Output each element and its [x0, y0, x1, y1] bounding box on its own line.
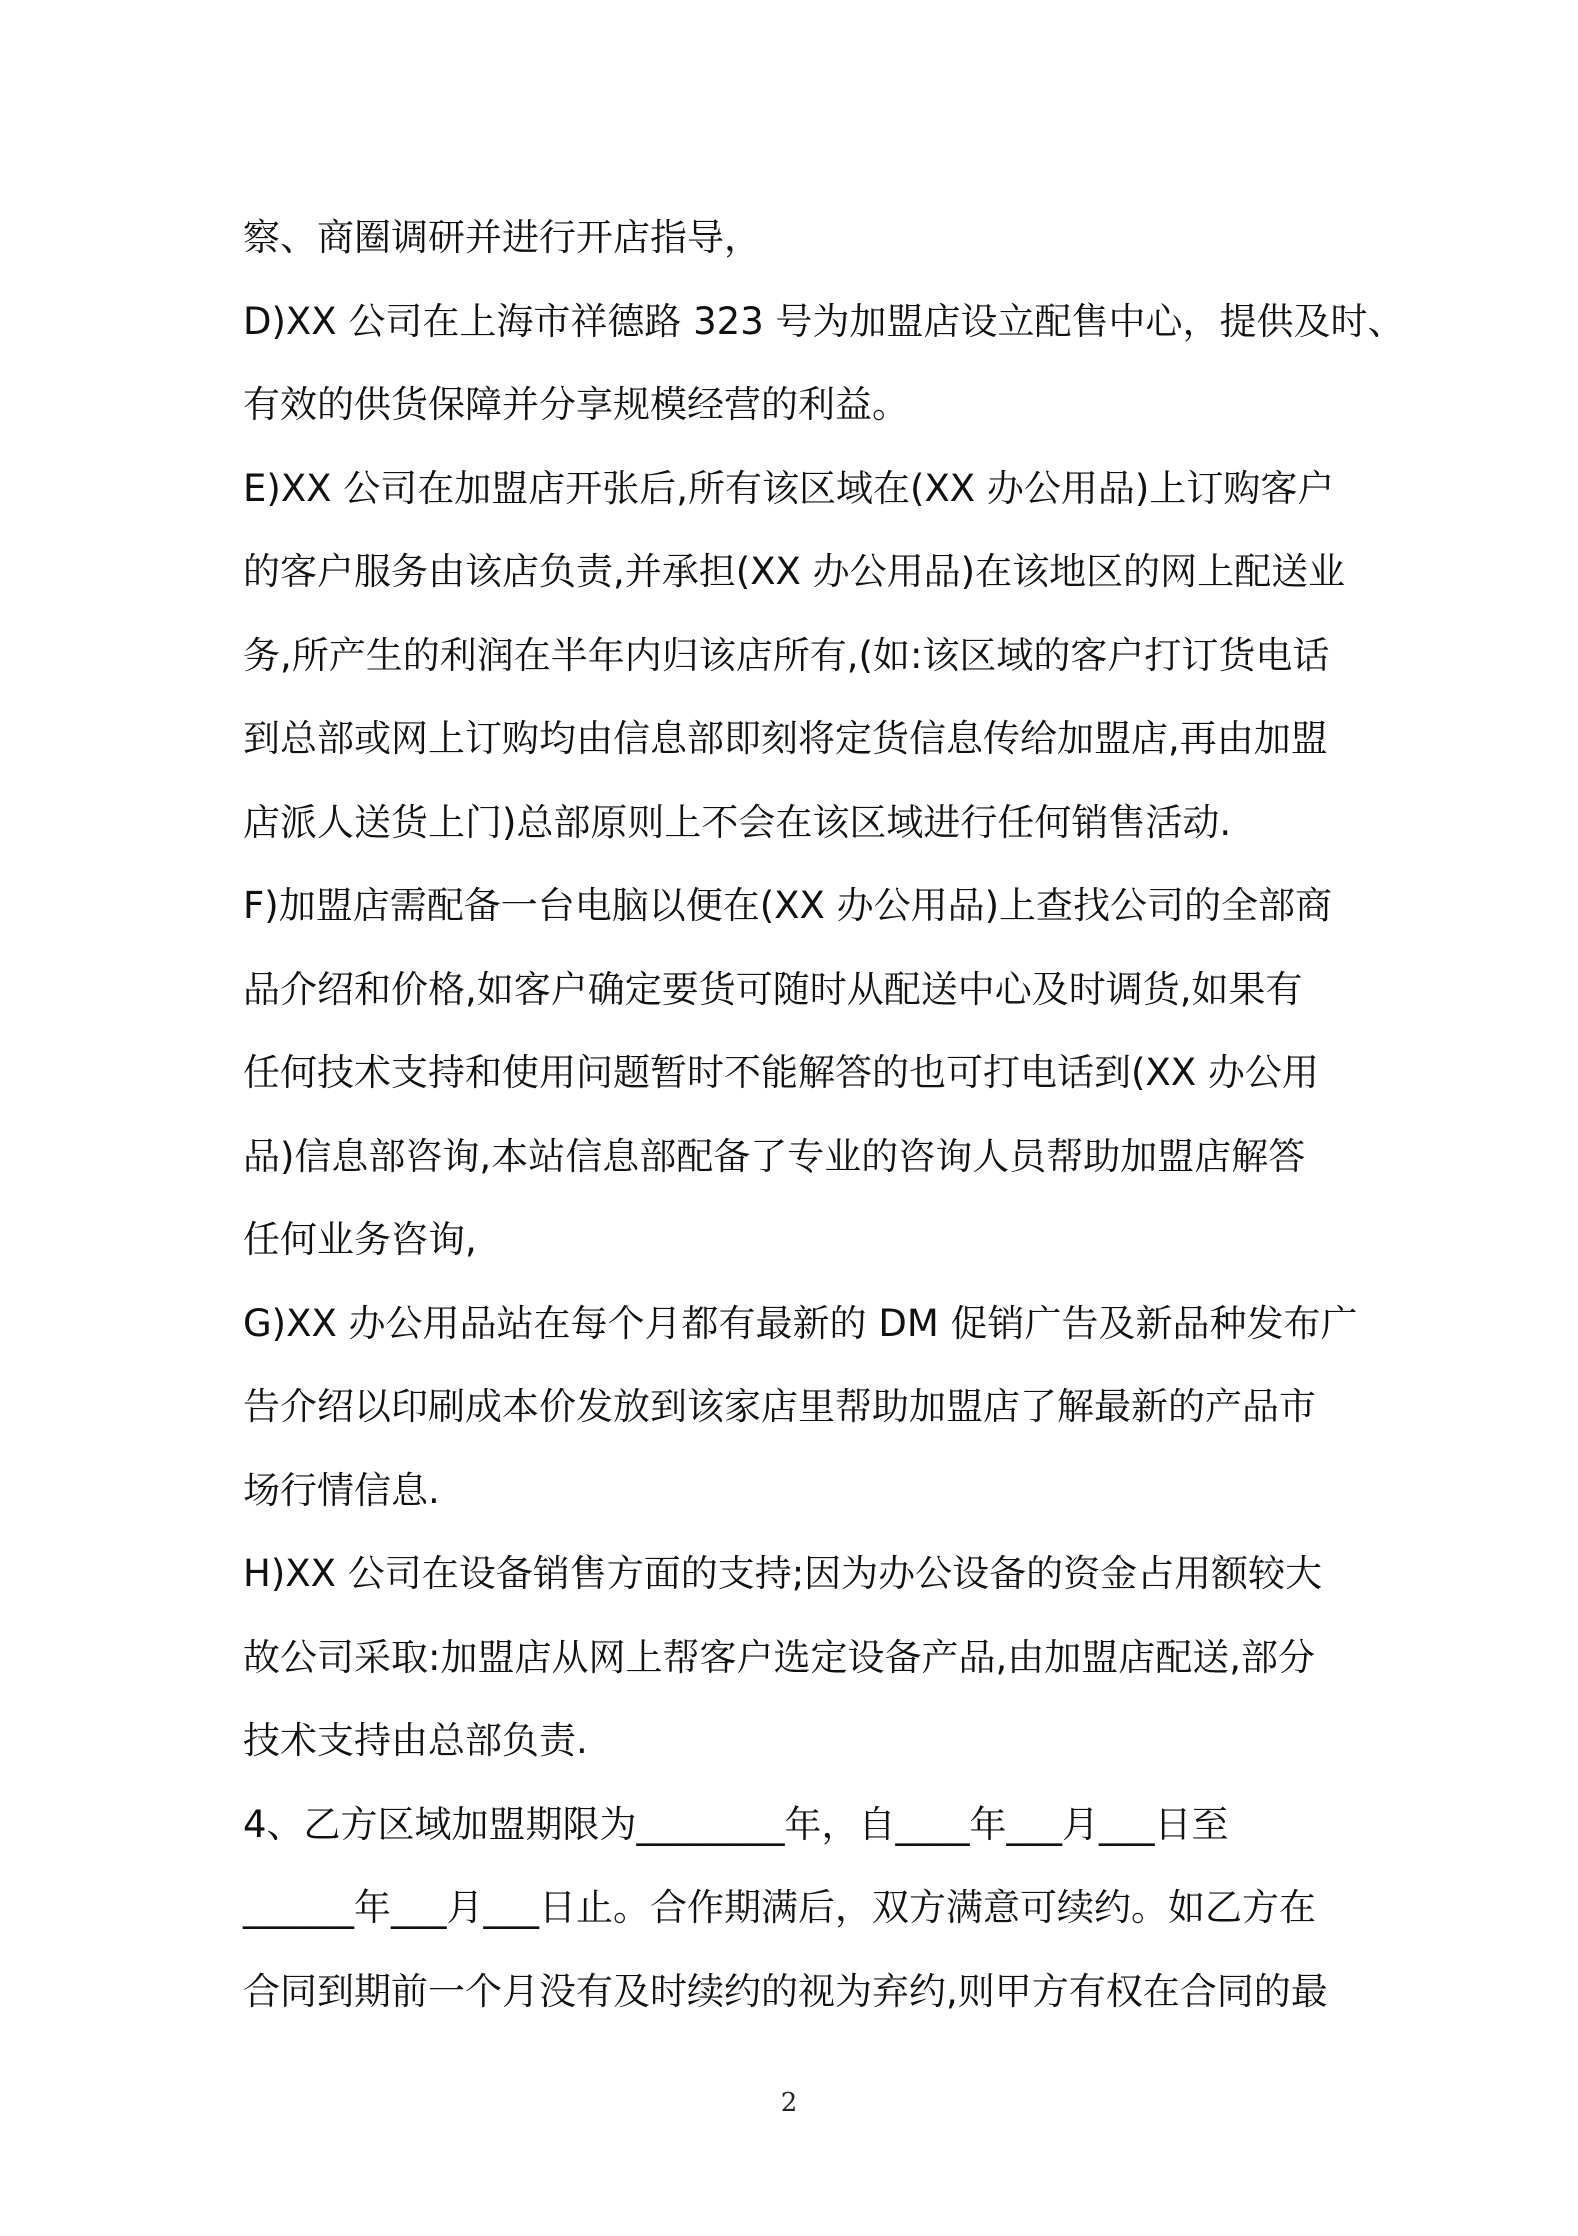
text-line: 故公司采取:加盟店从网上帮客户选定设备产品,由加盟店配送,部分: [243, 1635, 1315, 1679]
text-line: 到总部或网上订购均由信息部即刻将定货信息传给加盟店,再由加盟: [243, 717, 1328, 760]
text-line: 场行情信息.: [243, 1468, 440, 1512]
text-line: 务,所产生的利润在半年内归该店所有,(如:该区域的客户打订货电话: [243, 633, 1330, 677]
text-line: E)XX 公司在加盟店开张后,所有该区域在(XX 办公用品)上订购客户: [243, 466, 1335, 510]
text-line: 的客户服务由该店负责,并承担(XX 办公用品)在该地区的网上配送业: [243, 550, 1346, 593]
text-line: 合同到期前一个月没有及时续约的视为弃约,则甲方有权在合同的最: [243, 1969, 1328, 2013]
text-line: 店派人送货上门)总部原则上不会在该区域进行任何销售活动.: [243, 800, 1232, 844]
text-line: 任何业务咨询,: [243, 1218, 477, 1261]
text-line: ______年___月___日止。合作期满后，双方满意可续约。如乙方在: [243, 1886, 1316, 1929]
text-line: 有效的供货保障并分享规模经营的利益。: [243, 383, 909, 426]
text-line: 4、乙方区域加盟期限为________年，自____年___月___日至: [243, 1802, 1229, 1846]
text-line: H)XX 公司在设备销售方面的支持;因为办公设备的资金占用额较大: [243, 1552, 1323, 1595]
text-line: D)XX 公司在上海市祥德路 323 号为加盟店设立配售中心，提供及时、: [243, 299, 1405, 343]
text-line: G)XX 办公用品站在每个月都有最新的 DM 促销广告及新品种发布广: [243, 1301, 1358, 1345]
document-body: [243, 196, 1405, 2033]
text-line: 品介绍和价格,如客户确定要货可随时从配送中心及时调货,如果有: [243, 967, 1303, 1011]
text-line: 察、商圈调研并进行开店指导，: [243, 216, 761, 259]
text-line: 告介绍以印刷成本价发放到该家店里帮助加盟店了解最新的产品市: [243, 1385, 1316, 1428]
text-line: F)加盟店需配备一台电脑以便在(XX 办公用品)上查找公司的全部商: [243, 884, 1333, 927]
text-line: 任何技术支持和使用问题暂时不能解答的也可打电话到(XX 办公用: [243, 1051, 1319, 1094]
page-number: 2: [780, 2088, 798, 2118]
text-line: 品)信息部咨询,本站信息部配备了专业的咨询人员帮助加盟店解答: [243, 1134, 1306, 1178]
text-line: 技术支持由总部负责.: [243, 1719, 588, 1762]
